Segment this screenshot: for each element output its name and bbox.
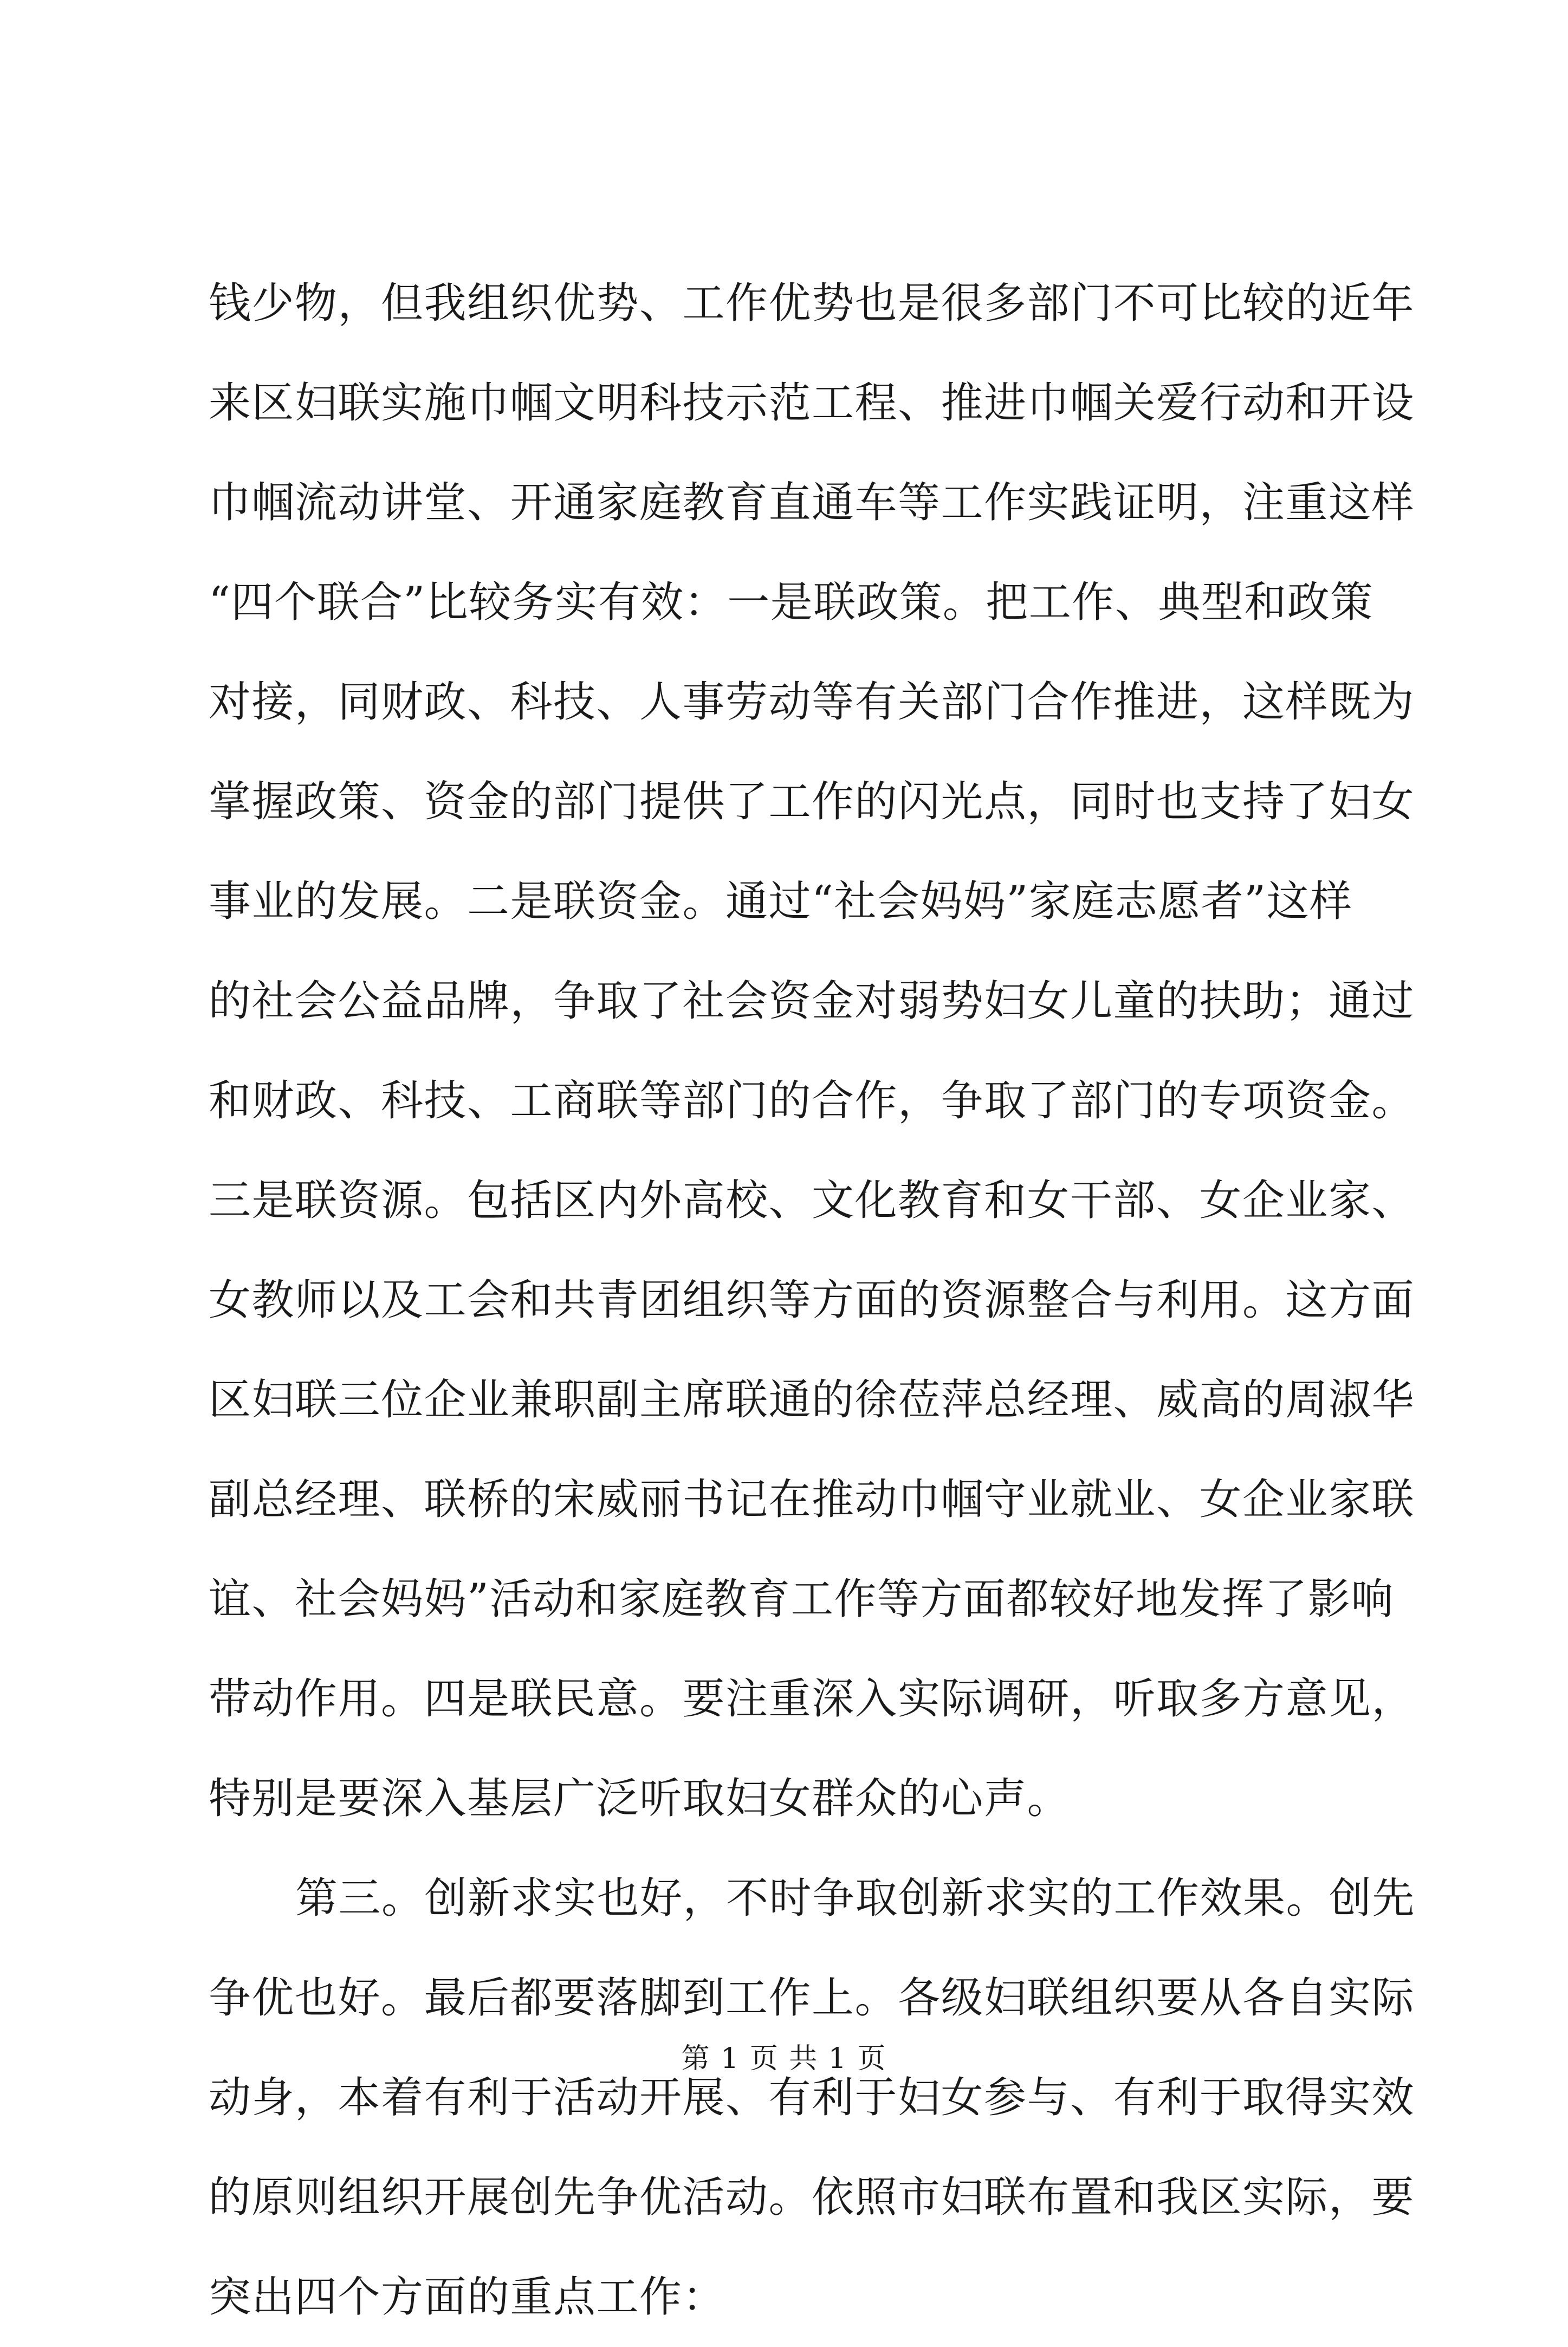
text-line: 突出四个方面的重点工作： — [209, 2273, 726, 2322]
body-text — [209, 254, 1416, 2347]
text-line: 掌握政策、资金的部门提供了工作的闪光点，同时也支持了妇女 — [209, 777, 1415, 826]
text-line: 巾帼流动讲堂、开通家庭教育直通车等工作实践证明，注重这样 — [209, 478, 1415, 527]
text-line: 钱少物，但我组织优势、工作优势也是很多部门不可比较的近年 — [209, 279, 1415, 328]
text-line: 女教师以及工会和共青团组织等方面的资源整合与利用。这方面 — [209, 1276, 1415, 1325]
paragraph-start-line: 第三。创新求实也好，不时争取创新求实的工作效果。创先 — [295, 1874, 1416, 1923]
text-line: 对接，同财政、科技、人事劳动等有关部门合作推进，这样既为 — [209, 678, 1415, 727]
text-line: 区妇联三位企业兼职副主席联通的徐莅萍总经理、威高的周淑华 — [209, 1376, 1415, 1424]
text-line: 和财政、科技、工商联等部门的合作，争取了部门的专项资金。 — [209, 1077, 1415, 1125]
text-line: 的社会公益品牌，争取了社会资金对弱势妇女儿童的扶助；通过 — [209, 977, 1415, 1026]
text-line: 争优也好。最后都要落脚到工作上。各级妇联组织要从各自实际 — [209, 1974, 1415, 2022]
text-line: “四个联合”比较务实有效：一是联政策。把工作、典型和政策 — [209, 578, 1373, 627]
text-line: 动身，本着有利于活动开展、有利于妇女参与、有利于取得实效 — [209, 2073, 1415, 2122]
text-line: 带动作用。四是联民意。要注重深入实际调研，听取多方意见， — [209, 1675, 1415, 1723]
text-line: 谊、社会妈妈”活动和家庭教育工作等方面都较好地发挥了影响 — [209, 1575, 1394, 1624]
page-number-footer: 第 1 页 共 1 页 — [681, 2043, 887, 2075]
text-line: 来区妇联实施巾帼文明科技示范工程、推进巾帼关爱行动和开设 — [209, 379, 1415, 427]
text-line: 的原则组织开展创先争优活动。依照市妇联布置和我区实际，要 — [209, 2173, 1415, 2222]
text-line: 副总经理、联桥的宋威丽书记在推动巾帼守业就业、女企业家联 — [209, 1475, 1415, 1524]
text-line: 三是联资源。包括区内外高校、文化教育和女干部、女企业家、 — [209, 1176, 1415, 1225]
text-line: 事业的发展。二是联资金。通过“社会妈妈”家庭志愿者”这样 — [209, 877, 1353, 926]
text-line: 特别是要深入基层广泛听取妇女群众的心声。 — [209, 1774, 1071, 1823]
